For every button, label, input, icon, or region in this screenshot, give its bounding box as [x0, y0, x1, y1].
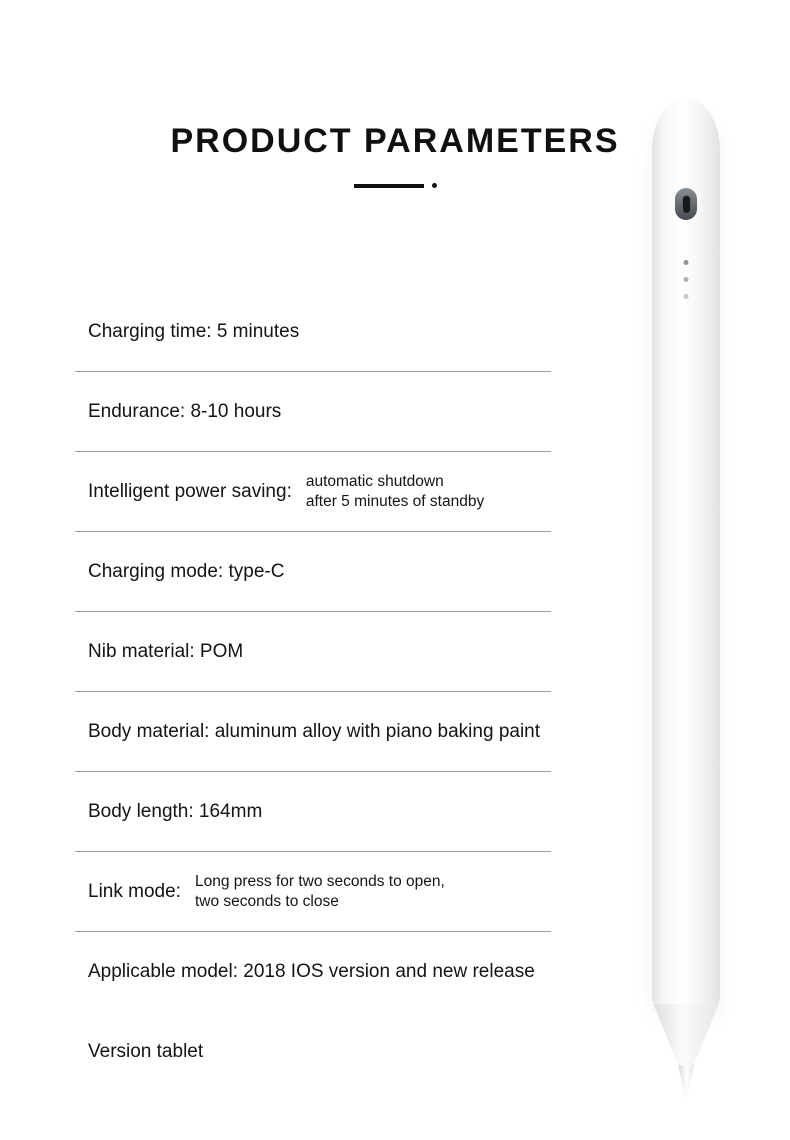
pen-cone: [652, 1004, 720, 1066]
spec-row-body-length: [75, 772, 551, 852]
spec-row-charging-time: [75, 292, 551, 372]
spec-note-line: Long press for two seconds to open,: [194, 872, 445, 890]
pen-nib: [678, 1065, 695, 1103]
usb-c-port-slot: [682, 195, 691, 214]
spec-text: Charging mode: type-C: [88, 560, 285, 582]
spec-text: Applicable model: 2018 IOS version and new release: [88, 961, 535, 982]
spec-text: Body material: aluminum alloy with piano baking paint: [88, 720, 541, 742]
spec-text: Charging time: 5 minutes: [88, 320, 300, 342]
spec-label: Link mode:: [88, 880, 181, 902]
title-dot: [432, 183, 437, 188]
indicator-led-icon: [684, 277, 689, 282]
spec-note: [306, 472, 484, 512]
spec-note-line: automatic shutdown: [305, 472, 444, 490]
spec-label: Intelligent power saving:: [88, 480, 292, 502]
spec-row-charging-mode: [75, 532, 551, 612]
spec-row-power-saving: [75, 452, 551, 532]
spec-row-body-material: [75, 692, 551, 772]
spec-text: Body length: 164mm: [88, 800, 263, 822]
indicator-led-icon: [684, 260, 689, 265]
stylus-pen-illustration: [652, 98, 720, 1103]
page-title: PRODUCT PARAMETERS: [170, 122, 620, 160]
spec-row-version: [75, 1012, 551, 1092]
spec-note: [195, 872, 445, 912]
spec-row-link-mode: [75, 852, 551, 932]
title-dash: [354, 184, 424, 188]
spec-list: [75, 292, 551, 1092]
usb-c-port-icon: [675, 188, 697, 220]
spec-text: Endurance: 8-10 hours: [88, 400, 282, 422]
spec-text: Nib material: POM: [88, 640, 244, 662]
spec-text: Version tablet: [88, 1041, 204, 1062]
spec-row-applicable-model: [75, 932, 551, 1012]
spec-row-endurance: [75, 372, 551, 452]
spec-row-nib-material: [75, 612, 551, 692]
spec-note-line: after 5 minutes of standby: [305, 492, 485, 510]
indicator-led-icon: [684, 294, 689, 299]
pen-body: [652, 98, 720, 1006]
spec-note-line: two seconds to close: [194, 892, 339, 910]
